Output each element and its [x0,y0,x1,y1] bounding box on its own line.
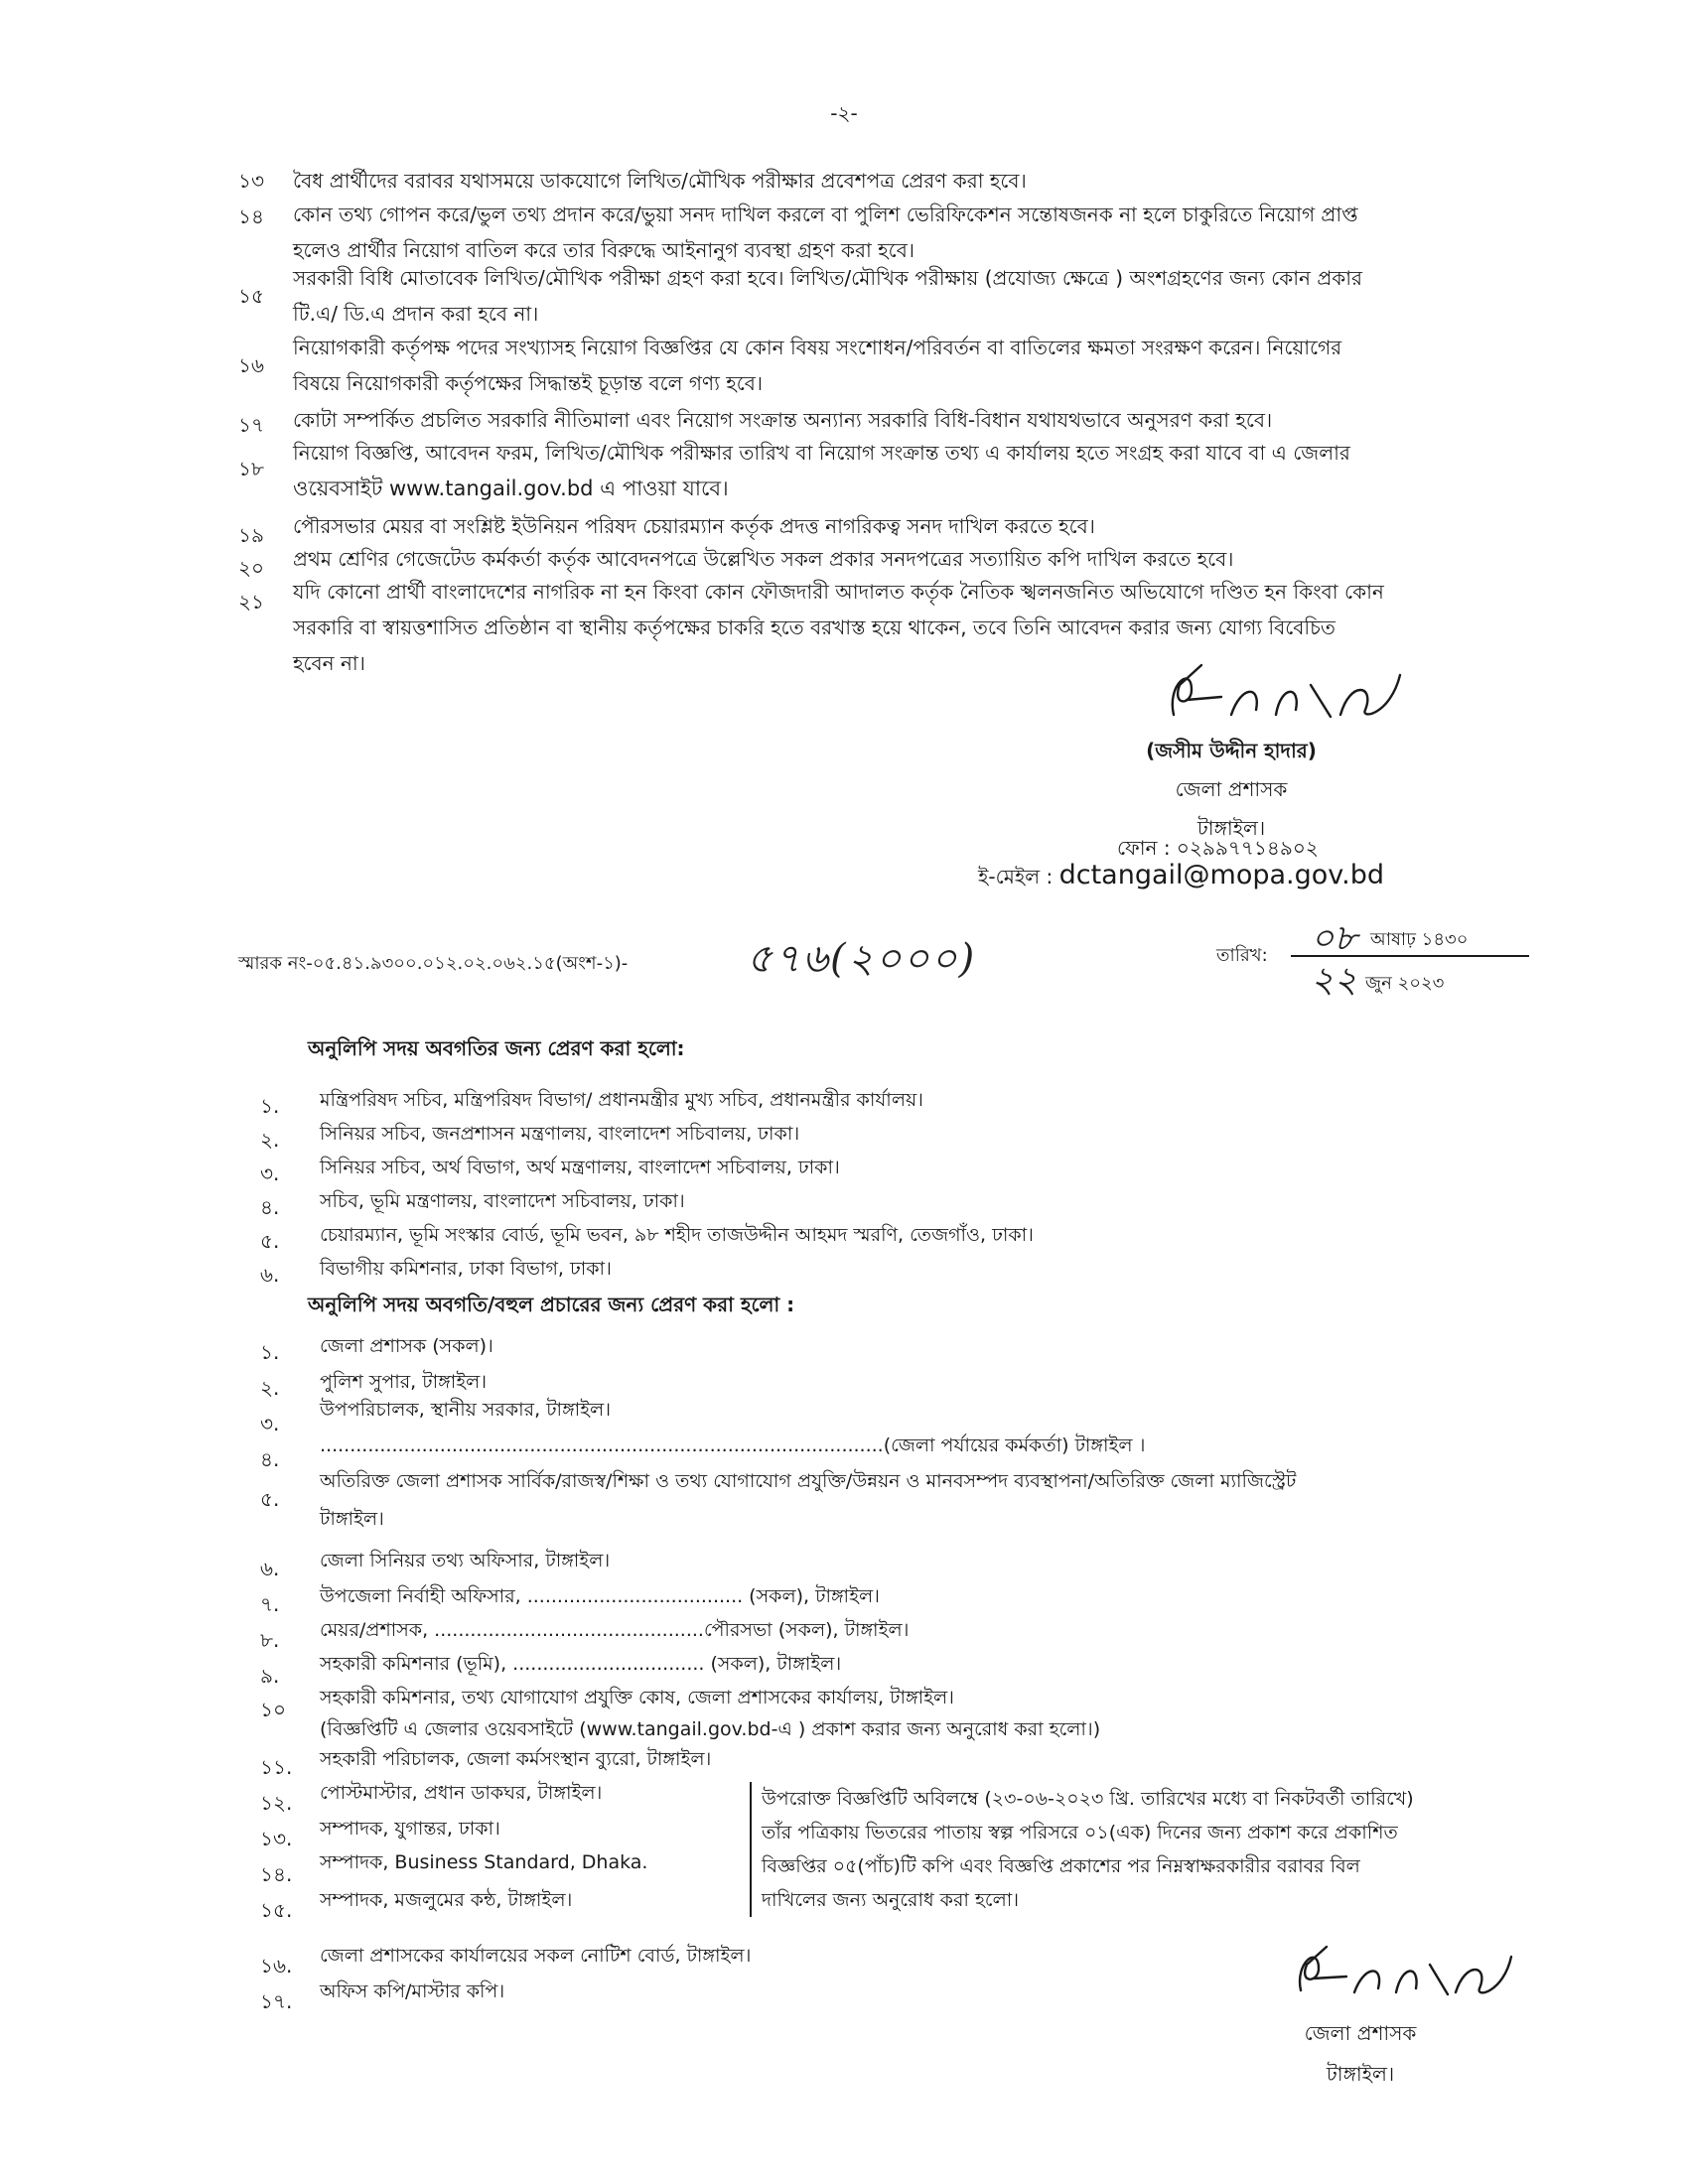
clause-line: বৈধ প্রার্থীদের বরাবর যথাসময়ে ডাকযোগে লিখিত/মৌখিক পরীক্ষার প্রবেশপত্র প্রেরণ করা হবে। [293,169,1027,193]
clause-line: সরকারী বিধি মোতাবেক লিখিত/মৌখিক পরীক্ষা গ্রহণ করা হবে। লিখিত/মৌখিক পরীক্ষায় (প্রযোজ্য ক্ষেত্রে ) অংশগ্রহণের জন্য কোন প্রকার [293,266,1363,290]
memo-reference: স্মারক নং-০৫.৪১.৯৩০০.০১২.০২.০৬২.১৫(অংশ-১)- [238,953,629,974]
note-line: দাখিলের জন্য অনুরোধ করা হলো। [762,1889,1020,1911]
list-item: জেলা প্রশাসক (সকল)। [320,1335,493,1357]
clause-text [293,541,1425,577]
clause-number: ১৫ [238,284,264,308]
clause-line: কোন তথ্য গোপন করে/ভুল তথ্য প্রদান করে/ভুয়া সনদ দাখিল করলে বা পুলিশ ভেরিফিকেশন সন্তোষজনক না হলে চাকুরিতে নিয়োগ প্রাপ্ত [293,203,1358,226]
clause-text [293,197,1425,268]
list-item: ..............................................................................................(জেলা পর্যায়ের কর্মকর্তা) টাঙ্গাইল । [320,1434,1146,1456]
signature-block-1 [1102,737,1360,847]
list-item: মেয়র/প্রশাসক, .............................................পৌরসভা (সকল), টাঙ্গাইল। [320,1619,910,1641]
clause-line: সরকারি বা স্বায়ত্তশাসিত প্রতিষ্ঠান বা স্থানীয় কর্তৃপক্ষের চাকরি হতে বরখাস্ত হয়ে থাকেন, তবে তিনি আবেদন করার জন্য যোগ্য বিবেচিত [293,615,1336,639]
list-item: সহকারী কমিশনার (ভূমি), ................................ (সকল), টাঙ্গাইল। [320,1653,842,1675]
clause-number: ১৯ [238,523,264,547]
list-item-number: ৪. [260,1195,280,1219]
clause-line: কোটা সম্পর্কিত প্রচলিত সরকারি নীতিমালা এবং নিয়োগ সংক্রান্ত অন্যান্য সরকারি বিধি-বিধান যথাযথভাবে অনুসরণ করা হবে। [293,408,1273,432]
signatory-name: (জসীম উদ্দীন হাদার) [1146,739,1317,762]
clause-line: ওয়েবসাইট www.tangail.gov.bd এ পাওয়া যাবে। [293,477,729,500]
list-item-number: ২. [260,1376,280,1400]
clause-number: ২০ [238,556,265,580]
newspaper-note [750,1782,1457,1917]
list-item-number: ৬. [260,1263,280,1287]
date-hand-day-2: ২২ [1311,960,1357,1001]
date-gregorian: জুন ২০২৩ [1365,973,1445,994]
list-item-number: ১৪. [260,1862,293,1886]
list-item: উপপরিচালক, স্থানীয় সরকার, টাঙ্গাইল। [320,1399,612,1421]
email-link[interactable]: dctangail@mopa.gov.bd [1058,860,1385,890]
date-line-bengali [1291,911,1529,957]
list-item-number: ৩. [260,1412,280,1435]
list-item-line: সহকারী কমিশনার, তথ্য যোগাযোগ প্রযুক্তি কোষ, জেলা প্রশাসকের কার্যালয়, টাঙ্গাইল। [320,1687,954,1708]
phone-number: ফোন : ০২৯৯৭৭১৪৯০২ [1117,836,1319,860]
list-item-line: অতিরিক্ত জেলা প্রশাসক সার্বিক/রাজস্ব/শিক্ষা ও তথ্য যোগাযোগ প্রযুক্তি/উন্নয়ন ও মানবসম্পদ ব্যবস্থাপনা/অতিরিক্ত জেলা ম্যাজিস্ট্রেট [320,1470,1297,1492]
list-item: পুলিশ সুপার, টাঙ্গাইল। [320,1371,488,1393]
list-item-number: ৫. [260,1229,280,1253]
list-item-number: ১০ [260,1698,286,1721]
date-label: তারিখ: [1216,945,1268,966]
date-block [1291,911,1529,1001]
date-hand-day: ০৮ [1311,918,1357,959]
list-item: মন্ত্রিপরিষদ সচিব, মন্ত্রিপরিষদ বিভাগ/ প্রধানমন্ত্রীর মুখ্য সচিব, প্রধানমন্ত্রীর কার্যালয়। [320,1089,923,1111]
list-item-number: ১৫. [260,1898,293,1922]
list-item: অফিস কপি/মাস্টার কপি। [320,1980,505,2002]
list-item: সহকারী পরিচালক, জেলা কর্মসংস্থান ব্যুরো, টাঙ্গাইল। [320,1748,712,1770]
list-item-number: ৬. [260,1557,280,1580]
clause-line: হলেও প্রার্থীর নিয়োগ বাতিল করে তার বিরুদ্ধে আইনানুগ ব্যবস্থা গ্রহণ করা হবে। [293,238,915,262]
list-item-number: ১৩. [260,1827,293,1850]
note-line: বিজ্ঞপ্তির ০৫(পাঁচ)টি কপি এবং বিজ্ঞপ্তি প্রকাশের পর নিম্নস্বাক্ষরকারীর বরাবর বিল [762,1855,1360,1877]
clause-line: টি.এ/ ডি.এ প্রদান করা হবে না। [293,302,539,326]
clause-text [293,260,1425,332]
list-item-number: ৮. [260,1628,280,1652]
list-item-line: টাঙ্গাইল। [320,1508,384,1530]
copy-section-1-heading: অনুলিপি সদয় অবগতির জন্য প্রেরণ করা হলো: [308,1036,685,1060]
clause-number: ১৭ [238,413,264,437]
list-item [320,1465,1412,1535]
signatory-designation: জেলা প্রশাসক [1304,2021,1417,2045]
list-item: সিনিয়র সচিব, অর্থ বিভাগ, অর্থ মন্ত্রণালয়, বাংলাদেশ সচিবালয়, ঢাকা। [320,1157,840,1178]
list-item: জেলা প্রশাসকের কার্যালয়ের সকল নোটিশ বোর্ড, টাঙ্গাইল। [320,1945,752,1967]
list-item-number: ৭. [260,1592,280,1616]
list-item-number: ৯. [260,1664,280,1688]
clause-text [293,508,1425,544]
clause-text [293,163,1425,199]
list-item: সম্পাদক, Business Standard, Dhaka. [320,1851,648,1873]
signature-handwriting-2 [1291,1931,1529,2014]
clause-line: হবেন না। [293,651,365,675]
page-number: -২- [830,101,858,125]
list-item-number: ১৭. [260,1989,293,2013]
list-item: সিনিয়র সচিব, জনপ্রশাসন মন্ত্রণালয়, বাংলাদেশ সচিবালয়, ঢাকা। [320,1123,800,1145]
list-item-number: ৩. [260,1161,280,1185]
list-item-number: ১১. [260,1755,293,1779]
clause-line: নিয়োগকারী কর্তৃপক্ষ পদের সংখ্যাসহ নিয়োগ বিজ্ঞপ্তির যে কোন বিষয় সংশোধন/পরিবর্তন বা বাতিলের ক্ষমতা সংরক্ষণ করেন। নিয়োগের [293,336,1342,359]
clause-number: ১৮ [238,457,264,480]
date-line-gregorian [1291,957,1529,1001]
list-item-number: ১. [260,1340,280,1364]
list-item: উপজেলা নির্বাহী অফিসার, .................................... (সকল), টাঙ্গাইল। [320,1585,880,1607]
email-label: ই-মেইল : [978,865,1054,888]
clause-number: ১৪ [238,205,264,228]
list-item: সম্পাদক, যুগান্তর, ঢাকা। [320,1818,500,1840]
list-item-number: ১২. [260,1791,293,1815]
list-item-number: ১. [260,1094,280,1118]
list-item-number: ৫. [260,1487,280,1511]
clause-number: ২১ [238,590,264,614]
list-item: বিভাগীয় কমিশনার, ঢাকা বিভাগ, ঢাকা। [320,1258,612,1280]
list-item: পোস্টমাস্টার, প্রধান ডাকঘর, টাঙ্গাইল। [320,1782,603,1804]
list-item-number: ১৬. [260,1954,293,1978]
clause-line: যদি কোনো প্রার্থী বাংলাদেশের নাগরিক না হন কিংবা কোন ফৌজদারী আদালত কর্তৃক নৈতিক স্খলনজনিত অভিযোগে দণ্ডিত হন কিংবা কোন [293,580,1384,604]
list-item: সম্পাদক, মজলুমের কন্ঠ, টাঙ্গাইল। [320,1889,573,1911]
list-item-number: ২. [260,1128,280,1152]
clause-text [293,330,1425,401]
clause-line: পৌরসভার মেয়র বা সংশ্লিষ্ট ইউনিয়ন পরিষদ চেয়ারম্যান কর্তৃক প্রদত্ত নাগরিকত্ব সনদ দাখিল করতে হবে। [293,514,1095,538]
list-item-line: (বিজ্ঞপ্তিটি এ জেলার ওয়েবসাইটে (www.tangail.gov.bd-এ ) প্রকাশ করার জন্য অনুরোধ করা হলো।) [320,1718,1101,1740]
note-line: উপরোক্ত বিজ্ঞপ্তিটি অবিলম্বে (২৩-০৬-২০২৩ খ্রি. তারিখের মধ্যে বা নিকটবর্তী তারিখে) [762,1788,1414,1810]
email-line [978,860,1384,895]
note-line: তাঁর পত্রিকায় ভিতরের পাতায় স্বল্প পরিসরে ০১(এক) দিনের জন্য প্রকাশ করে প্রকাশিত [762,1822,1398,1843]
copy-section-2-heading: অনুলিপি সদয় অবগতি/বহুল প্রচারের জন্য প্রেরণ করা হলো : [308,1293,795,1316]
signatory-district: টাঙ্গাইল। [1196,816,1266,840]
clause-line: প্রথম শ্রেণির গেজেটেড কর্মকর্তা কর্তৃক আবেদনপত্রে উল্লেখিত সকল প্রকার সনদপত্রের সত্যায়িত কপি দাখিল করতে হবে। [293,547,1234,571]
clause-line: বিষয়ে নিয়োগকারী কর্তৃপক্ষের সিদ্ধান্তই চূড়ান্ত বলে গণ্য হবে। [293,371,764,395]
date-bengali-calendar: আষাঢ় ১৪৩০ [1370,929,1469,950]
list-item-number: ৪. [260,1447,280,1471]
clause-text [293,435,1425,506]
clause-line: নিয়োগ বিজ্ঞপ্তি, আবেদন ফরম, লিখিত/মৌখিক পরীক্ষার তারিখ বা নিয়োগ সংক্রান্ত তথ্য এ কার্যালয় হতে সংগ্রহ করা যাবে বা এ জেলার [293,441,1350,465]
list-item: সচিব, ভূমি মন্ত্রণালয়, বাংলাদেশ সচিবালয়, ঢাকা। [320,1190,685,1212]
signature-handwriting [1162,645,1420,739]
memo-handwritten-number: ৫৭৬(২০০০) [747,936,977,982]
clause-text [293,402,1425,438]
clause-number: ১৬ [238,353,264,377]
list-item: চেয়ারম্যান, ভূমি সংস্কার বোর্ড, ভূমি ভবন, ৯৮ শহীদ তাজউদ্দীন আহমদ স্মরণি, তেজগাঁও, ঢাকা। [320,1224,1034,1246]
list-item [320,1682,1412,1745]
signatory-district: টাঙ্গাইল। [1326,2062,1395,2086]
clause-number: ১৩ [238,169,264,193]
list-item: জেলা সিনিয়র তথ্য অফিসার, টাঙ্গাইল। [320,1550,611,1571]
signatory-designation: জেলা প্রশাসক [1175,777,1288,801]
signature-block-2 [1271,2019,1450,2093]
